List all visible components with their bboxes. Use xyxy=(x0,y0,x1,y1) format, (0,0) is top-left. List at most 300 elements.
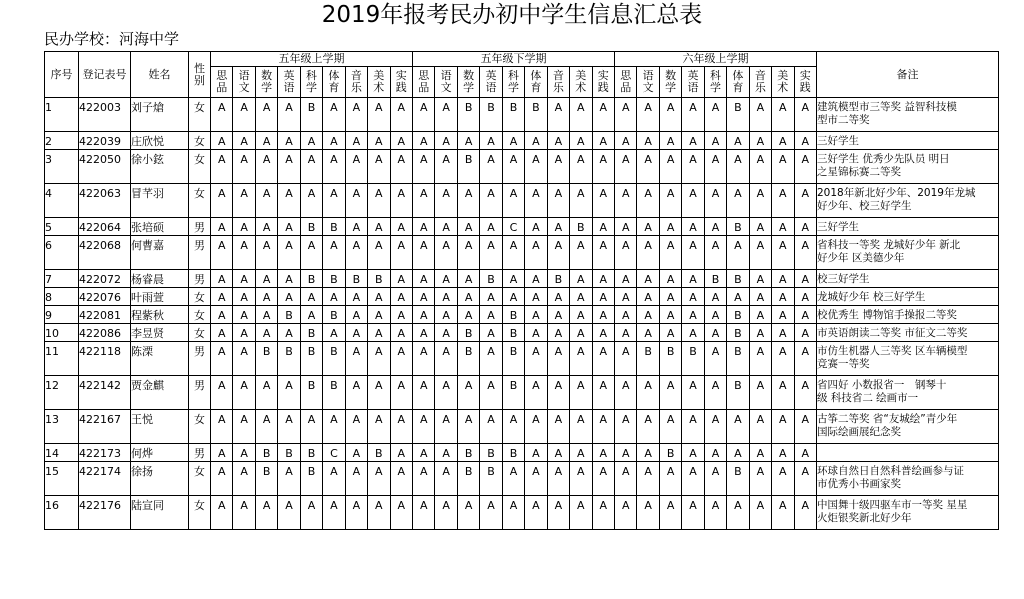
grade-cell: A xyxy=(233,376,255,410)
grade-cell: B xyxy=(278,306,300,324)
row-remark-line: 好少年 区美德少年 xyxy=(817,252,905,264)
row-gender: 男 xyxy=(189,444,211,462)
grade-cell: A xyxy=(704,462,726,496)
grade-cell: A xyxy=(704,306,726,324)
grade-cell: A xyxy=(323,150,345,184)
header-subject xyxy=(323,67,345,98)
grade-cell: A xyxy=(278,496,300,530)
table-row xyxy=(45,184,999,218)
grade-cell: A xyxy=(525,376,547,410)
grade-cell: A xyxy=(659,218,681,236)
grade-cell: A xyxy=(457,410,479,444)
grade-cell: A xyxy=(772,132,794,150)
grade-cell: B xyxy=(727,270,749,288)
grade-cell: B xyxy=(502,342,524,376)
header-name: 姓名 xyxy=(131,52,189,98)
table-row xyxy=(45,444,999,462)
grade-cell: A xyxy=(547,462,569,496)
table-row xyxy=(45,376,999,410)
grade-cell: B xyxy=(480,444,502,462)
grade-cell: A xyxy=(749,306,771,324)
grade-cell: A xyxy=(457,270,479,288)
grade-cell: A xyxy=(233,150,255,184)
grade-cell: B xyxy=(323,306,345,324)
grade-cell: B xyxy=(727,462,749,496)
row-gender: 女 xyxy=(189,324,211,342)
row-name: 陆宣同 xyxy=(131,496,189,530)
grade-cell: A xyxy=(300,410,322,444)
grade-cell: A xyxy=(233,132,255,150)
row-remark xyxy=(817,306,999,324)
row-name: 徐扬 xyxy=(131,462,189,496)
grade-cell: A xyxy=(749,150,771,184)
grade-cell: A xyxy=(278,410,300,444)
row-gender: 男 xyxy=(189,342,211,376)
row-name: 李昱贤 xyxy=(131,324,189,342)
header-subject xyxy=(435,67,457,98)
header-subject-char: 音 xyxy=(552,69,564,82)
grade-cell: A xyxy=(637,184,659,218)
header-subject-char: 学 xyxy=(463,81,475,94)
row-gender: 女 xyxy=(189,184,211,218)
grade-cell: A xyxy=(502,132,524,150)
header-subject-char: 践 xyxy=(597,81,609,94)
grade-cell: A xyxy=(390,150,413,184)
header-subject-char: 语 xyxy=(238,69,250,82)
grade-cell: A xyxy=(390,342,413,376)
grade-cell: A xyxy=(570,98,592,132)
grade-cell: A xyxy=(525,462,547,496)
grade-cell: B xyxy=(727,218,749,236)
header-subject-char: 品 xyxy=(620,81,632,94)
header-subject-char: 文 xyxy=(238,81,250,94)
grade-cell: A xyxy=(435,270,457,288)
row-index: 16 xyxy=(45,496,79,530)
grade-cell: A xyxy=(435,306,457,324)
grade-cell: A xyxy=(592,376,615,410)
grade-cell: A xyxy=(211,218,233,236)
page-title: 2019年报考民办初中学生信息汇总表 xyxy=(321,2,703,28)
grade-cell: A xyxy=(502,184,524,218)
row-code: 422068 xyxy=(79,236,131,270)
row-index: 2 xyxy=(45,132,79,150)
grade-cell: A xyxy=(413,462,435,496)
grade-cell: A xyxy=(794,270,817,288)
grade-cell: A xyxy=(659,236,681,270)
grade-cell: A xyxy=(682,410,704,444)
grade-cell: A xyxy=(457,496,479,530)
grade-cell: A xyxy=(480,218,502,236)
row-code: 422050 xyxy=(79,150,131,184)
grade-cell: A xyxy=(413,132,435,150)
grade-cell: A xyxy=(480,306,502,324)
grade-cell: A xyxy=(592,236,615,270)
grade-cell: A xyxy=(525,496,547,530)
header-subject xyxy=(390,67,413,98)
header-subject-char: 音 xyxy=(350,69,362,82)
grade-cell: A xyxy=(525,150,547,184)
header-subject xyxy=(457,67,479,98)
grade-cell: A xyxy=(368,236,390,270)
grade-cell: A xyxy=(390,496,413,530)
grade-cell: B xyxy=(323,218,345,236)
grade-cell: A xyxy=(704,98,726,132)
grade-cell: A xyxy=(637,288,659,306)
grade-cell: A xyxy=(615,376,637,410)
grade-cell: B xyxy=(300,324,322,342)
grade-cell: A xyxy=(390,236,413,270)
grade-cell: A xyxy=(794,462,817,496)
grade-cell: A xyxy=(255,324,277,342)
grade-cell: A xyxy=(345,98,367,132)
grade-cell: B xyxy=(727,306,749,324)
grade-cell: B xyxy=(480,462,502,496)
row-remark-line: 三好学生 优秀少先队员 明日 xyxy=(817,153,950,165)
header-subject-char: 术 xyxy=(373,81,385,94)
row-gender: 女 xyxy=(189,462,211,496)
grade-cell: A xyxy=(547,444,569,462)
grade-cell: A xyxy=(435,184,457,218)
grade-cell: A xyxy=(615,150,637,184)
header-subject-char: 乐 xyxy=(754,81,766,94)
header-subject xyxy=(345,67,367,98)
row-remark-line: 建筑模型市三等奖 益智科技模 xyxy=(817,101,957,113)
grade-cell: A xyxy=(211,270,233,288)
grade-cell: B xyxy=(457,444,479,462)
row-name: 张培硕 xyxy=(131,218,189,236)
row-remark xyxy=(817,342,999,376)
grade-cell: C xyxy=(502,218,524,236)
grade-cell: A xyxy=(255,306,277,324)
grade-cell: B xyxy=(255,462,277,496)
grade-cell: A xyxy=(592,462,615,496)
grade-cell: A xyxy=(390,410,413,444)
grade-cell: A xyxy=(659,288,681,306)
grade-cell: A xyxy=(368,306,390,324)
grade-cell: A xyxy=(233,288,255,306)
row-gender: 女 xyxy=(189,132,211,150)
row-remark-line: 好少年、校三好学生 xyxy=(817,200,912,212)
header-subject-char: 乐 xyxy=(552,81,564,94)
grade-cell: A xyxy=(615,342,637,376)
row-name: 陈溧 xyxy=(131,342,189,376)
grade-cell: A xyxy=(659,184,681,218)
grade-cell: A xyxy=(682,462,704,496)
grade-cell: B xyxy=(502,98,524,132)
grade-cell: A xyxy=(435,98,457,132)
grade-cell: A xyxy=(592,288,615,306)
grade-cell: B xyxy=(704,270,726,288)
row-index: 10 xyxy=(45,324,79,342)
grade-cell: A xyxy=(637,324,659,342)
grade-cell: A xyxy=(525,184,547,218)
header-subject xyxy=(300,67,322,98)
header-gender-char: 别 xyxy=(194,73,205,87)
grade-cell: A xyxy=(413,496,435,530)
table-row xyxy=(45,98,999,132)
row-name: 刘子熗 xyxy=(131,98,189,132)
grade-cell: A xyxy=(547,236,569,270)
grade-cell: A xyxy=(704,496,726,530)
grade-cell: A xyxy=(727,236,749,270)
grade-cell: A xyxy=(682,184,704,218)
table-row xyxy=(45,150,999,184)
grade-cell: A xyxy=(345,184,367,218)
row-remark xyxy=(817,184,999,218)
grade-cell: A xyxy=(794,184,817,218)
grade-cell: A xyxy=(255,288,277,306)
grade-cell: A xyxy=(794,342,817,376)
row-remark-line: 省科技一等奖 龙城好少年 新北 xyxy=(817,239,961,251)
row-remark-line: 市仿生机器人三等奖 区车辆模型 xyxy=(817,345,968,357)
header-subject xyxy=(525,67,547,98)
grade-cell: A xyxy=(547,132,569,150)
grade-cell: A xyxy=(368,376,390,410)
grade-cell: A xyxy=(659,98,681,132)
row-gender: 男 xyxy=(189,236,211,270)
row-remark xyxy=(817,444,999,462)
grade-cell: A xyxy=(637,444,659,462)
header-subject-char: 文 xyxy=(440,81,452,94)
header-term-2: 五年级下学期 xyxy=(413,52,615,67)
grade-cell: A xyxy=(211,376,233,410)
row-remark-line: 国际绘画展纪念奖 xyxy=(817,426,901,438)
grade-cell: A xyxy=(300,184,322,218)
grade-cell: A xyxy=(615,496,637,530)
grade-cell: A xyxy=(233,462,255,496)
grade-cell: A xyxy=(637,496,659,530)
grade-cell: A xyxy=(615,288,637,306)
grade-cell: A xyxy=(547,376,569,410)
grade-cell: A xyxy=(300,496,322,530)
grade-cell: A xyxy=(659,270,681,288)
grade-cell: A xyxy=(682,98,704,132)
header-subject-char: 践 xyxy=(799,81,811,94)
grade-cell: A xyxy=(749,288,771,306)
grade-cell: B xyxy=(502,306,524,324)
grade-cell: A xyxy=(390,324,413,342)
grade-cell: A xyxy=(211,324,233,342)
row-name: 杨睿晨 xyxy=(131,270,189,288)
row-remark-line: 火炬银奖新北好少年 xyxy=(817,512,912,524)
row-index: 8 xyxy=(45,288,79,306)
grade-cell: A xyxy=(547,324,569,342)
grade-cell: A xyxy=(278,98,300,132)
grade-cell: A xyxy=(233,218,255,236)
table-row xyxy=(45,218,999,236)
grade-cell: A xyxy=(300,150,322,184)
grade-cell: A xyxy=(772,98,794,132)
row-name: 叶雨萱 xyxy=(131,288,189,306)
grade-cell: A xyxy=(480,324,502,342)
grade-cell: A xyxy=(615,132,637,150)
grade-cell: A xyxy=(570,324,592,342)
row-gender: 女 xyxy=(189,306,211,324)
row-remark xyxy=(817,410,999,444)
grade-cell: A xyxy=(345,496,367,530)
grade-cell: A xyxy=(704,184,726,218)
row-name: 王悦 xyxy=(131,410,189,444)
grade-cell: B xyxy=(502,444,524,462)
header-subject-char: 语 xyxy=(642,69,654,82)
grade-cell: A xyxy=(323,184,345,218)
grade-cell: A xyxy=(390,306,413,324)
header-subject-char: 语 xyxy=(687,81,699,94)
grade-cell: A xyxy=(323,98,345,132)
row-gender: 女 xyxy=(189,496,211,530)
row-gender: 女 xyxy=(189,410,211,444)
grade-cell: A xyxy=(727,496,749,530)
grade-cell: A xyxy=(435,496,457,530)
grade-cell: A xyxy=(772,376,794,410)
table-row xyxy=(45,270,999,288)
grade-cell: B xyxy=(278,444,300,462)
grade-cell: A xyxy=(794,98,817,132)
grade-cell: A xyxy=(637,132,659,150)
header-subject-char: 学 xyxy=(507,81,519,94)
table-row xyxy=(45,462,999,496)
grade-cell: A xyxy=(435,218,457,236)
grade-cell: A xyxy=(390,444,413,462)
grade-cell: A xyxy=(727,410,749,444)
grade-cell: B xyxy=(659,342,681,376)
grade-cell: A xyxy=(794,132,817,150)
grade-cell: A xyxy=(525,218,547,236)
table-row xyxy=(45,306,999,324)
grade-cell: A xyxy=(502,462,524,496)
grade-cell: B xyxy=(368,444,390,462)
header-subject-char: 体 xyxy=(530,69,542,82)
grade-cell: A xyxy=(749,184,771,218)
grade-cell: A xyxy=(480,132,502,150)
row-remark-line: 三好学生 xyxy=(817,135,859,147)
header-subject-char: 语 xyxy=(283,81,295,94)
grade-cell: A xyxy=(345,132,367,150)
table-row xyxy=(45,410,999,444)
grade-cell: A xyxy=(413,324,435,342)
grade-cell: A xyxy=(704,342,726,376)
grade-cell: A xyxy=(255,410,277,444)
grade-cell: A xyxy=(480,342,502,376)
grade-cell: A xyxy=(300,132,322,150)
grade-cell: A xyxy=(345,324,367,342)
grade-cell: A xyxy=(345,410,367,444)
row-remark-line: 型市二等奖 xyxy=(817,114,870,126)
row-remark-line: 市英语朗读二等奖 市征文二等奖 xyxy=(817,327,968,339)
grade-cell: A xyxy=(682,376,704,410)
grade-cell: A xyxy=(794,496,817,530)
row-code: 422081 xyxy=(79,306,131,324)
grade-cell: A xyxy=(413,410,435,444)
grade-cell: A xyxy=(659,462,681,496)
row-code: 422118 xyxy=(79,342,131,376)
grade-cell: B xyxy=(727,324,749,342)
grade-cell: A xyxy=(547,410,569,444)
header-subject-char: 实 xyxy=(395,69,407,82)
grade-cell: A xyxy=(749,496,771,530)
grade-cell: A xyxy=(368,288,390,306)
grade-cell: A xyxy=(300,306,322,324)
grade-cell: A xyxy=(345,150,367,184)
header-subject-char: 学 xyxy=(709,81,721,94)
row-index: 11 xyxy=(45,342,79,376)
grade-cell: A xyxy=(255,218,277,236)
grade-cell: A xyxy=(547,98,569,132)
grade-cell: A xyxy=(794,236,817,270)
grade-cell: A xyxy=(727,444,749,462)
grade-cell: A xyxy=(704,236,726,270)
row-index: 7 xyxy=(45,270,79,288)
grade-cell: A xyxy=(457,184,479,218)
table-row xyxy=(45,496,999,530)
grade-cell: A xyxy=(480,236,502,270)
row-remark-line: 古筝二等奖 省“友城绘”青少年 xyxy=(817,413,958,425)
grade-cell: B xyxy=(525,98,547,132)
grade-cell: A xyxy=(637,410,659,444)
grade-cell: A xyxy=(704,410,726,444)
grade-cell: A xyxy=(704,288,726,306)
row-code: 422173 xyxy=(79,444,131,462)
row-remark-line: 省四好 小数报省一 钢琴十 xyxy=(817,379,947,391)
row-index: 9 xyxy=(45,306,79,324)
row-remark-line: 中国舞十级四驱车市一等奖 星星 xyxy=(817,499,968,511)
header-subject xyxy=(233,67,255,98)
grade-cell: A xyxy=(211,342,233,376)
grade-cell: A xyxy=(592,184,615,218)
row-index: 12 xyxy=(45,376,79,410)
grade-cell: A xyxy=(255,236,277,270)
grade-cell: A xyxy=(368,150,390,184)
table-row xyxy=(45,324,999,342)
grade-cell: A xyxy=(480,376,502,410)
grade-cell: A xyxy=(615,324,637,342)
header-subject-char: 美 xyxy=(777,69,789,82)
grade-cell: A xyxy=(570,376,592,410)
row-remark xyxy=(817,98,999,132)
table-row xyxy=(45,288,999,306)
row-name: 贾金麒 xyxy=(131,376,189,410)
header-subject-char: 文 xyxy=(642,81,654,94)
row-code: 422167 xyxy=(79,410,131,444)
grade-cell: A xyxy=(749,324,771,342)
grade-cell: A xyxy=(682,270,704,288)
row-remark xyxy=(817,236,999,270)
header-subject xyxy=(278,67,300,98)
grade-cell: A xyxy=(323,496,345,530)
grade-cell: A xyxy=(435,410,457,444)
row-remark-line: 2018年新北好少年、2019年龙城 xyxy=(817,187,976,199)
grade-cell: A xyxy=(615,462,637,496)
row-code: 422076 xyxy=(79,288,131,306)
grade-cell: A xyxy=(704,150,726,184)
grade-cell: A xyxy=(255,376,277,410)
grade-cell: A xyxy=(323,132,345,150)
row-code: 422063 xyxy=(79,184,131,218)
grade-cell: A xyxy=(570,444,592,462)
grade-cell: A xyxy=(525,288,547,306)
school-name: 民办学校：河海中学 xyxy=(44,30,180,48)
row-name: 庄欣悦 xyxy=(131,132,189,150)
header-subject-char: 实 xyxy=(799,69,811,82)
row-name: 徐小鉉 xyxy=(131,150,189,184)
grade-cell: A xyxy=(390,218,413,236)
grade-cell: B xyxy=(457,150,479,184)
grade-cell: A xyxy=(682,306,704,324)
grade-cell: A xyxy=(345,444,367,462)
grade-cell: C xyxy=(323,444,345,462)
grade-cell: A xyxy=(525,444,547,462)
header-subject-char: 践 xyxy=(395,81,407,94)
